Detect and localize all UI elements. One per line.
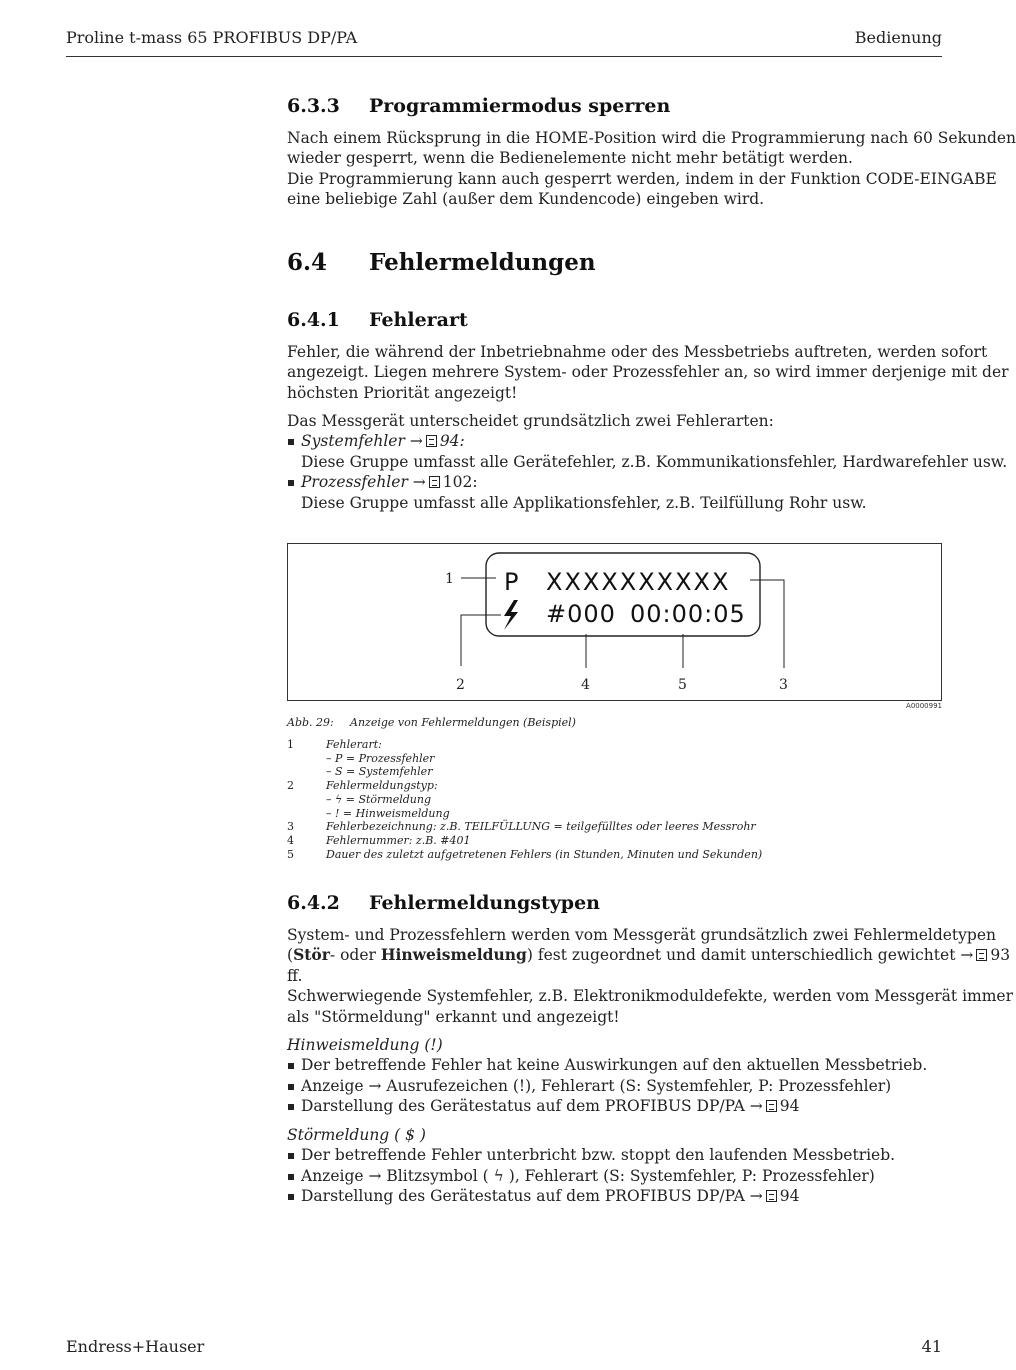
systemfehler-description: Diese Gruppe umfasst alle Gerätefehler, z.B. Kommunikationsfehler, Hardwarefehler usw. (301, 452, 1008, 471)
book-icon (429, 476, 440, 488)
caption-label: Abb. 29: (287, 716, 334, 729)
page-ref: 94: (439, 432, 465, 451)
figure-caption (287, 716, 576, 729)
heading-number: 6.3.3 (287, 95, 340, 117)
list-item (287, 1096, 942, 1116)
heading-number: 6.4.1 (287, 309, 340, 331)
legend-text: Fehlernummer: z.B. #401 (326, 833, 471, 847)
caption-text: Anzeige von Fehlermeldungen (Beispiel) (350, 716, 576, 729)
legend-text: – S = Systemfehler (326, 765, 433, 779)
legend-text: – P = Prozessfehler (326, 751, 435, 765)
text-line (287, 945, 1011, 965)
hinweismeldung-bold: Hinweismeldung (380, 945, 527, 965)
paragraph-fehlermeldungstypen (287, 925, 1014, 1027)
display-error-duration: 00:00:05 (630, 600, 746, 628)
text-line: Die Programmierung kann auch gesperrt werden, indem in der Funktion CODE-EINGABE (287, 169, 997, 188)
display-error-text: XXXXXXXXXX (546, 568, 731, 596)
text-line: höchsten Priorität angezeigt! (287, 383, 518, 402)
legend-number: 5 (287, 847, 294, 861)
legend-row (287, 793, 762, 807)
legend-row (287, 807, 762, 821)
callout-line-3 (750, 580, 784, 668)
heading-6-3-3 (287, 95, 670, 117)
list-item (287, 1186, 942, 1206)
legend-row (287, 820, 762, 834)
text-line: Fehler, die während der Inbetriebnahme oder des Messbetriebs auftreten, werden sofort (287, 343, 988, 361)
lightning-icon (504, 600, 518, 630)
callout-4: 4 (581, 677, 590, 693)
legend-text: Dauer des zuletzt aufgetretenen Fehlers (in Stunden, Minuten und Sekunden) (326, 847, 763, 861)
header-section: Bedienung (854, 28, 942, 47)
legend-text: – ϟ = Störmeldung (326, 792, 432, 806)
heading-6-4-1 (287, 309, 468, 331)
paragraph-fehlerarten-list (287, 411, 1008, 513)
prozessfehler-label: Prozessfehler (301, 473, 408, 492)
heading-title: Fehlermeldungstypen (369, 892, 600, 914)
heading-number: 6.4.2 (287, 892, 340, 914)
text-fragment: Darstellung des Gerätestatus auf dem PROFIBUS DP/PA → (301, 1097, 763, 1116)
display-error-type: P (504, 568, 519, 596)
heading-title: Programmiermodus sperren (369, 95, 671, 117)
stoermeldung-block (287, 1125, 942, 1207)
callout-3: 3 (779, 677, 788, 693)
header-rule (66, 56, 942, 57)
page-ref: 102: (442, 473, 478, 492)
legend-row (287, 752, 762, 766)
legend-row (287, 738, 762, 752)
text-fragment: Darstellung des Gerätestatus auf dem PROFIBUS DP/PA → (301, 1187, 763, 1206)
legend-row (287, 834, 762, 848)
stoer-bold: Stör (293, 945, 330, 965)
legend-number: 1 (287, 738, 294, 751)
arrow-icon: → (409, 432, 423, 451)
prozessfehler-description: Diese Gruppe umfasst alle Applikationsfehler, z.B. Teilfüllung Rohr usw. (301, 493, 867, 512)
text-fragment: ) fest zugeordnet und damit unterschiedlich gewichtet → (526, 946, 974, 965)
page-ref: 93 (990, 946, 1011, 965)
text-line: ff. (287, 966, 303, 985)
heading-6-4-2 (287, 892, 600, 914)
list-item (287, 431, 942, 451)
callout-1: 1 (445, 571, 454, 587)
legend-row (287, 765, 762, 779)
figure-legend (287, 738, 762, 861)
list-item: Der betreffende Fehler unterbricht bzw. stoppt den laufenden Messbetrieb. (287, 1145, 942, 1165)
legend-text: Fehlermeldungstyp: (326, 779, 438, 793)
text-line: wieder gesperrt, wenn die Bedienelemente nicht mehr betätigt werden. (287, 149, 853, 168)
list-item: Anzeige → Ausrufezeichen (!), Fehlerart (S: Systemfehler, P: Prozessfehler) (287, 1076, 942, 1096)
display-diagram (288, 544, 941, 700)
legend-number: 2 (287, 779, 294, 793)
page-number: 41 (921, 1337, 942, 1356)
paragraph-fehlerart (287, 342, 1009, 403)
legend-text: Fehlerart: (326, 738, 382, 751)
text-line: Das Messgerät unterscheidet grundsätzlich zwei Fehlerarten: (287, 412, 774, 430)
book-icon (426, 435, 437, 447)
page-ref: 94 (779, 1187, 800, 1206)
legend-text: Fehlerbezeichnung: z.B. TEILFÜLLUNG = teilgefülltes oder leeres Messrohr (326, 820, 756, 834)
text-line: als "Störmeldung" erkannt und angezeigt! (287, 1007, 620, 1026)
list-item: Anzeige → Blitzsymbol ( ϟ ), Fehlerart (S: Systemfehler, P: Prozessfehler) (287, 1166, 942, 1186)
figure-id: A0000991 (906, 702, 942, 710)
text-line: Nach einem Rücksprung in die HOME-Position wird die Programmierung nach 60 Sekunden (287, 129, 1016, 147)
stoermeldung-title: Störmeldung ( $ ) (287, 1126, 426, 1144)
heading-title: Fehlerart (369, 309, 468, 331)
heading-number: 6.4 (287, 249, 328, 276)
text-fragment: ( (287, 946, 294, 965)
heading-6-4 (287, 249, 596, 276)
text-line: System- und Prozessfehlern werden vom Messgerät grundsätzlich zwei Fehlermeldetypen (287, 926, 996, 944)
paragraph-programmiermodus (287, 128, 1016, 210)
text-line: eine beliebige Zahl (außer dem Kundencode) eingeben wird. (287, 190, 765, 209)
heading-title: Fehlermeldungen (369, 249, 596, 276)
hinweismeldung-title: Hinweismeldung (!) (287, 1036, 443, 1054)
footer-company: Endress+Hauser (66, 1337, 205, 1356)
systemfehler-label: Systemfehler (301, 432, 405, 451)
text-line: angezeigt. Liegen mehrere System- oder Prozessfehler an, so wird immer derjenige mit der (287, 363, 1009, 382)
callout-line-2 (461, 615, 501, 666)
list-item: Der betreffende Fehler hat keine Auswirkungen auf den aktuellen Messbetrieb. (287, 1055, 942, 1075)
book-icon (976, 949, 987, 961)
callout-2: 2 (456, 677, 465, 693)
page-ref: 94 (779, 1097, 800, 1116)
text-line: Schwerwiegende Systemfehler, z.B. Elektronikmoduldefekte, werden vom Messgerät immer (287, 987, 1014, 1006)
legend-text: – ! = Hinweismeldung (326, 806, 450, 820)
book-icon (766, 1190, 777, 1202)
callout-5: 5 (678, 677, 687, 693)
book-icon (766, 1100, 777, 1112)
display-error-number: #000 (546, 600, 616, 628)
legend-number: 3 (287, 820, 294, 834)
legend-number: 4 (287, 833, 294, 847)
header-product: Proline t-mass 65 PROFIBUS DP/PA (66, 28, 358, 47)
legend-row (287, 848, 762, 862)
list-item (287, 472, 942, 492)
figure-display (287, 543, 942, 701)
arrow-icon: → (412, 473, 426, 492)
hinweismeldung-block (287, 1035, 942, 1117)
legend-row (287, 779, 762, 793)
text-fragment: - oder (329, 946, 381, 965)
